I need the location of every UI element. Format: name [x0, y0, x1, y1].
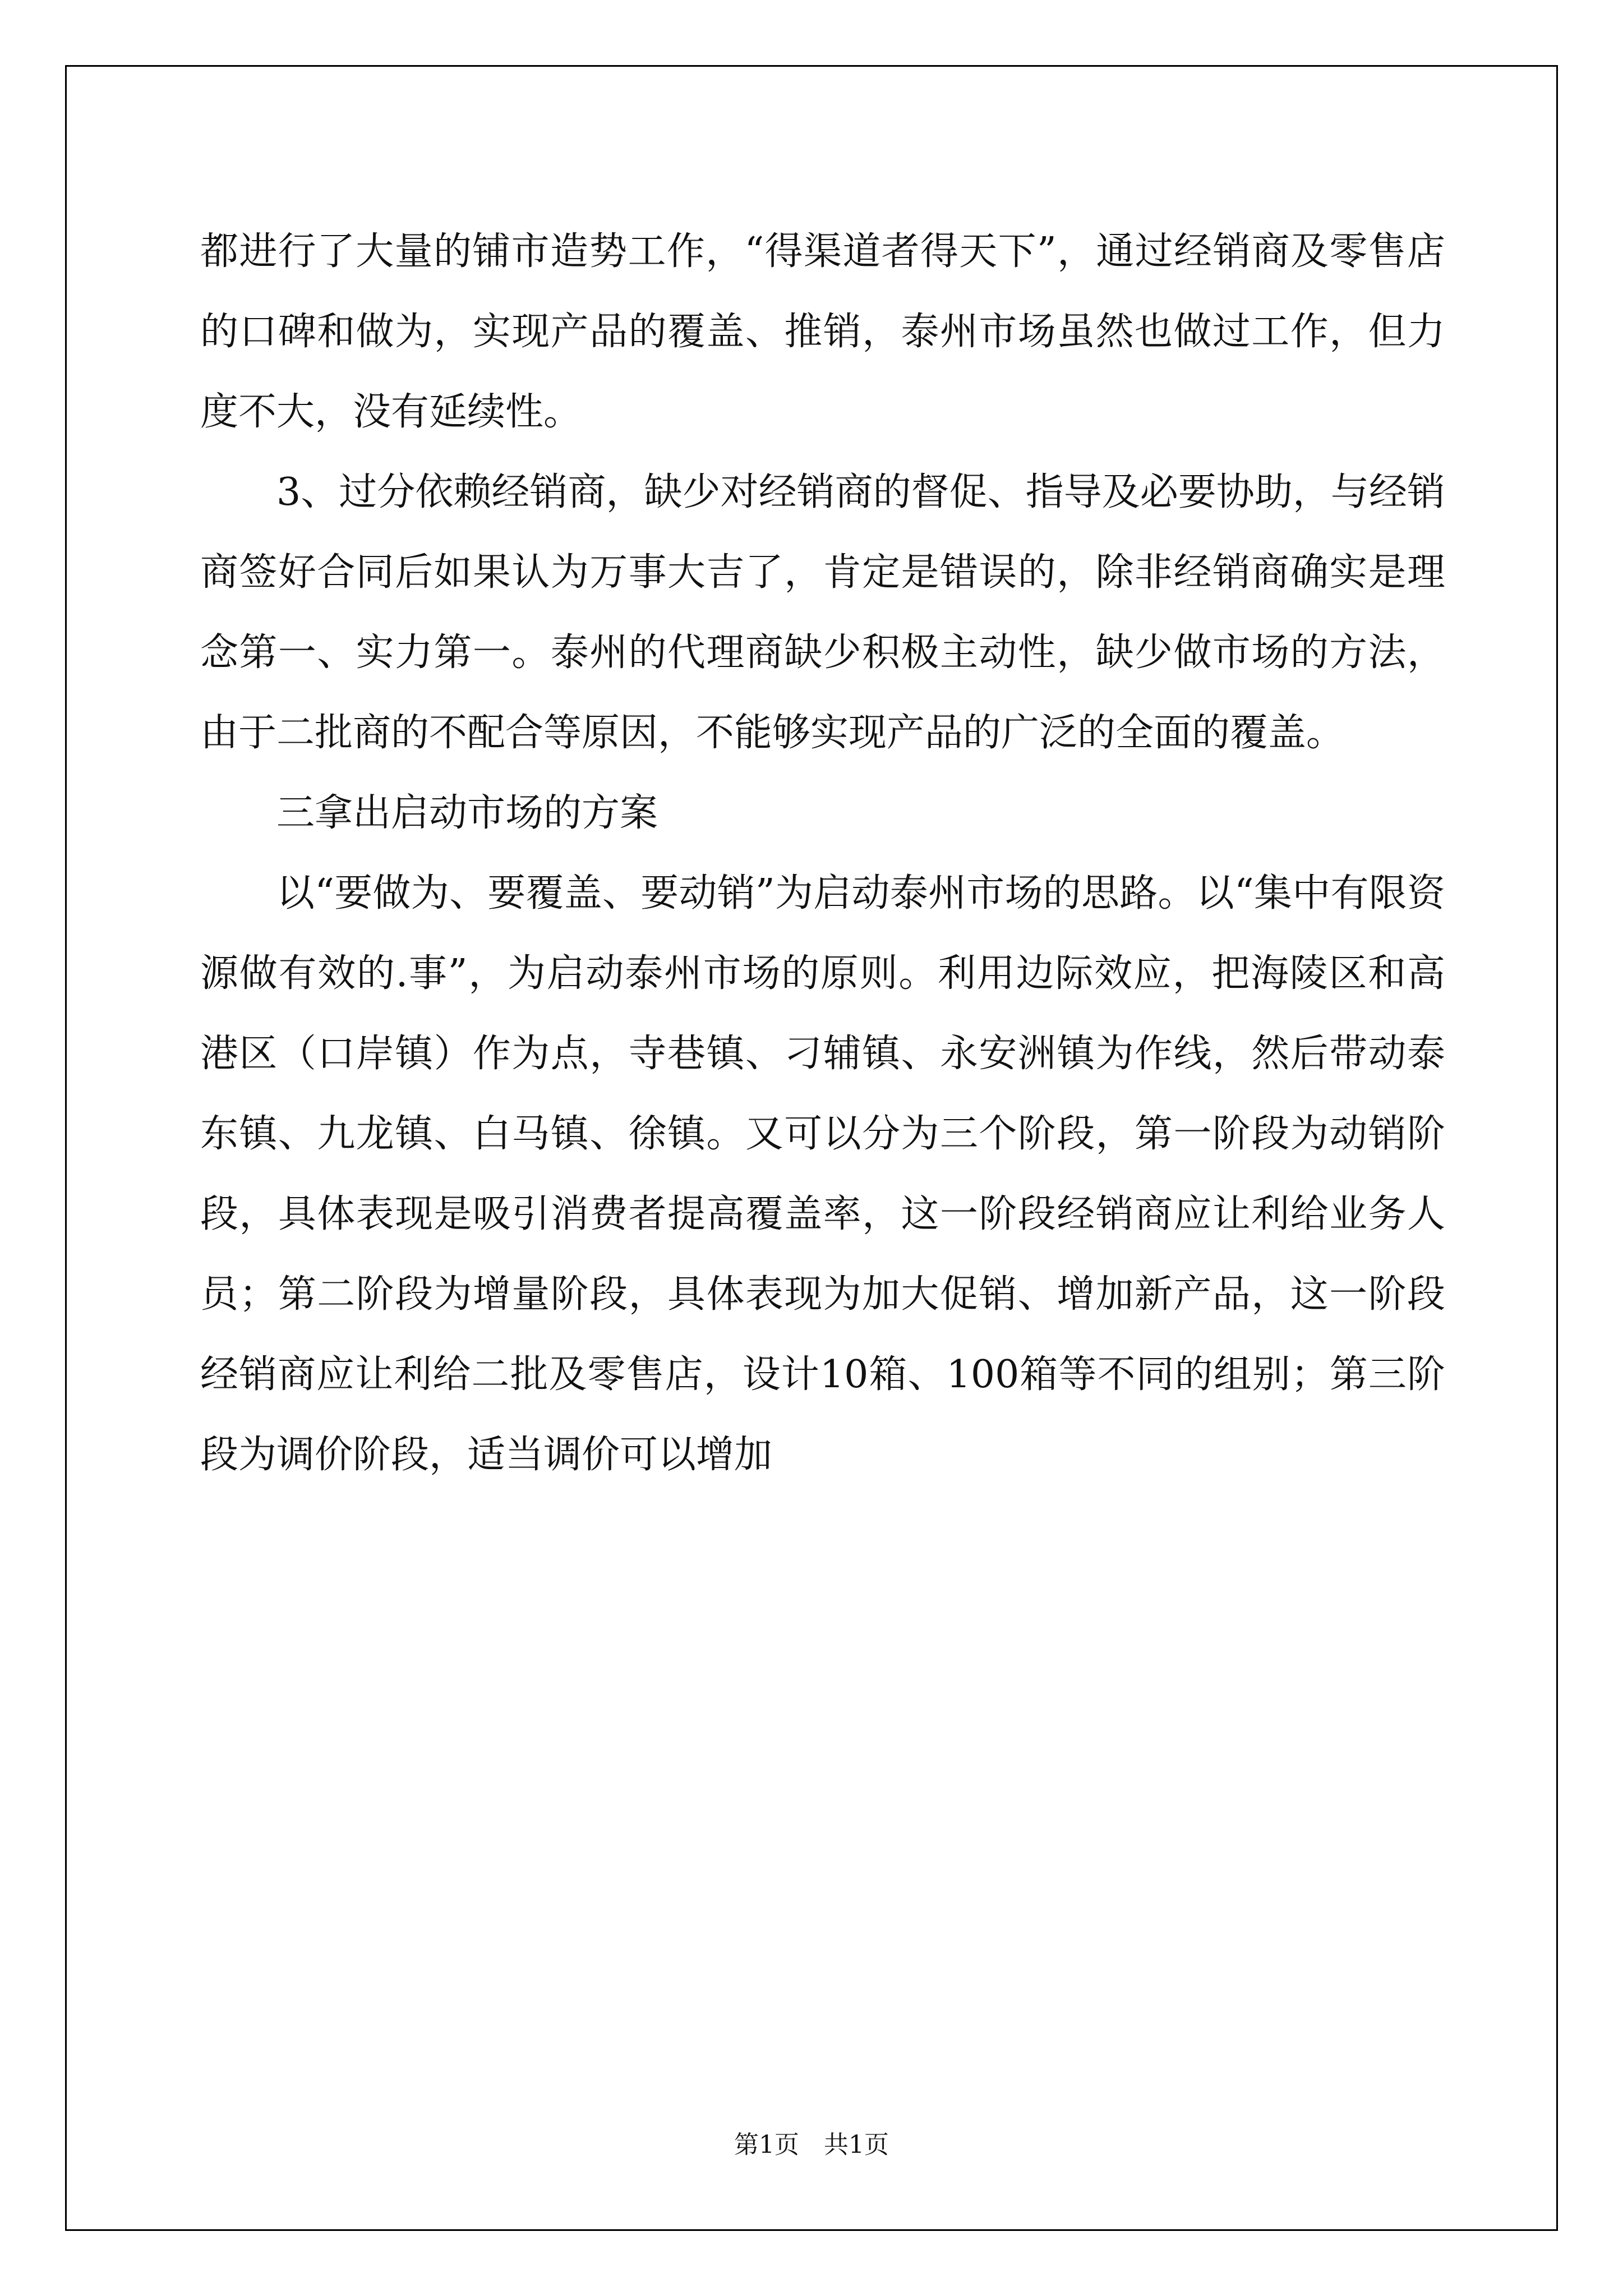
page-footer: 第1页 共1页 [734, 2131, 889, 2159]
paragraph-2: 3、过分依赖经销商，缺少对经销商的督促、指导及必要协助，与经销商签好合同后如果认为万事大吉了，肯定是错误的，除非经销商确实是理念第一、实力第一。泰州的代理商缺少积极主动性，缺少做市场的方法，由于二批商的不配合等原因，不能够实现产品的广泛的全面的覆盖。 [200, 470, 1445, 755]
paragraph-1: 都进行了大量的铺市造势工作，“得渠道者得天下”，通过经销商及零售店的口碑和做为，实现产品的覆盖、推销，泰州市场虽然也做过工作，但力度不大，没有延续性。 [200, 229, 1445, 434]
document-body [200, 211, 1445, 1495]
paragraph-3: 以“要做为、要覆盖、要动销”为启动泰州市场的思路。以“集中有限资源做有效的.事”，为启动泰州市场的原则。利用边际效应，把海陵区和高港区（口岸镇）作为点，寺巷镇、刁辅镇、永安洲镇为作线，然后带动泰东镇、九龙镇、白马镇、徐镇。又可以分为三个阶段，第一阶段为动销阶段，具体表现是吸引消费者提高覆盖率，这一阶段经销商应让利给业务人员；第二阶段为增量阶段，具体表现为加大促销、增加新产品，这一阶段经销商应让利给二批及零售店，设计10箱、100箱等不同的组别；第三阶段为调价阶段，适当调价可以增加 [200, 871, 1445, 1477]
section-heading: 三拿出启动市场的方案 [276, 791, 658, 835]
